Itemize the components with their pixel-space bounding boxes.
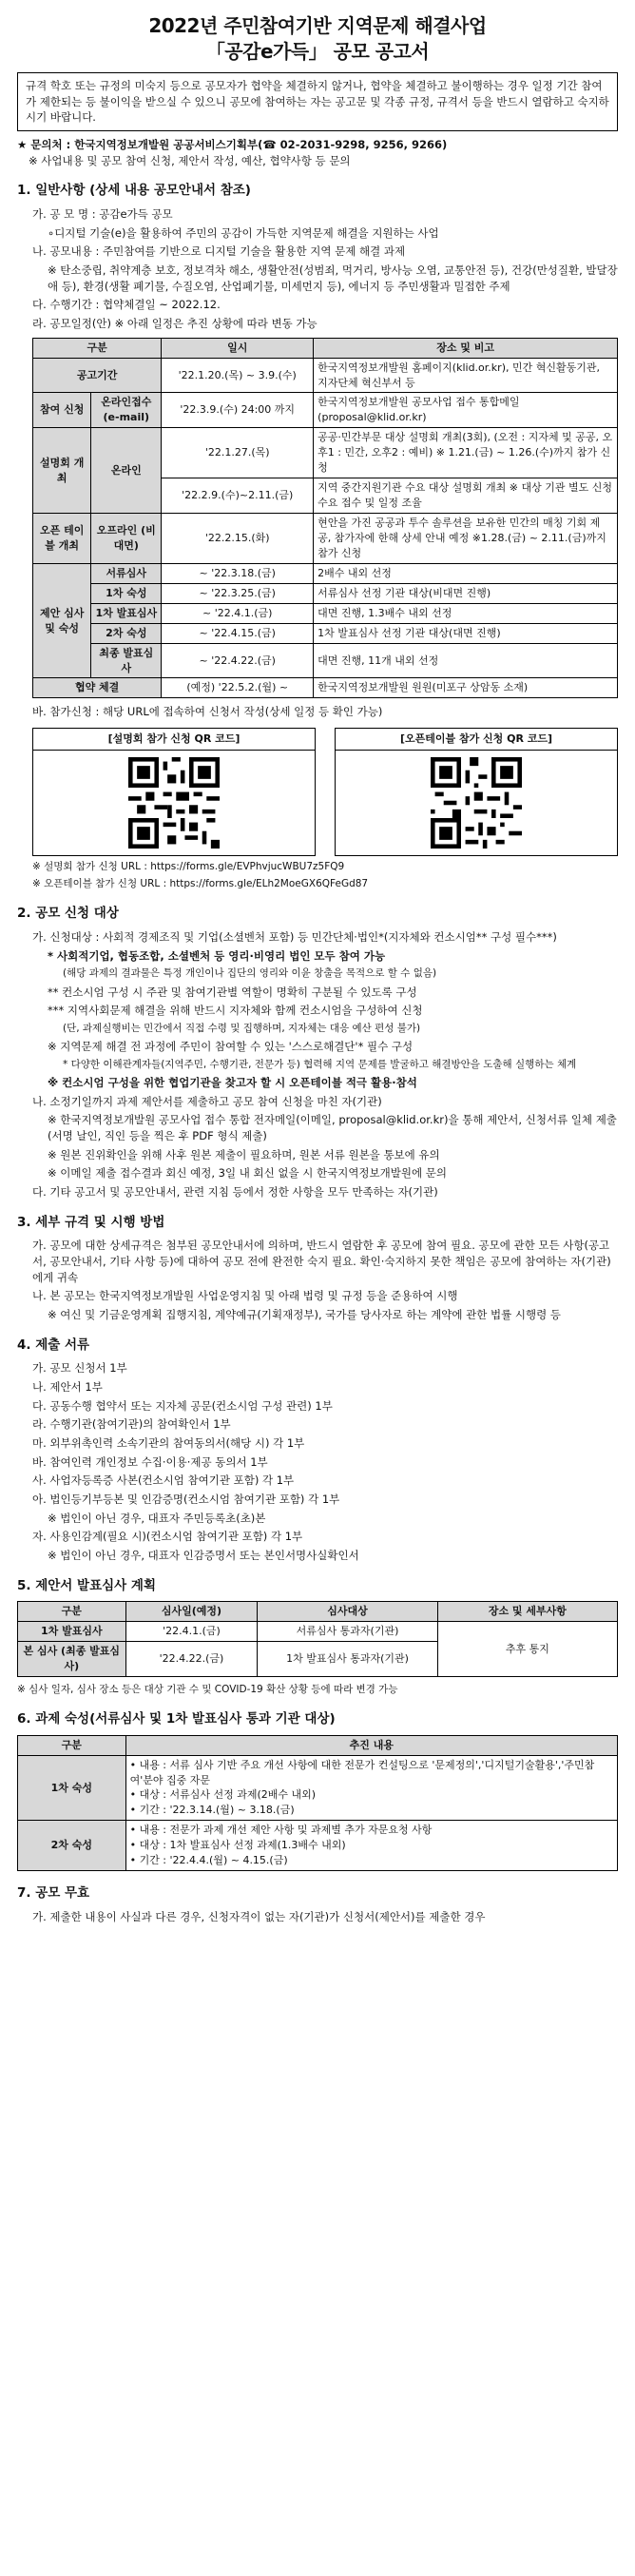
page-title — [17, 13, 618, 65]
table-header: 구분 — [18, 1602, 126, 1622]
table-row — [33, 393, 618, 428]
row-sublabel: 서류심사 — [91, 563, 162, 583]
row-sublabel: 최종 발표심사 — [91, 643, 162, 678]
table-row — [18, 1755, 618, 1821]
row-label: 협약 체결 — [33, 678, 162, 698]
contact-info — [17, 137, 618, 168]
contact-line: ★ 문의처 : 한국지역정보개발원 공공서비스기획부(☎ 02-2031-9298, 9256, 9266) — [17, 138, 448, 152]
table-header: 추진 내용 — [125, 1735, 617, 1755]
row-date: ~ '22.4.22.(금) — [162, 643, 314, 678]
table-row — [18, 1821, 618, 1871]
section-heading: 6. 과제 숙성(서류심사 및 1차 발표심사 통과 기관 대상) — [17, 1711, 336, 1727]
table-header: 심사일(예정) — [125, 1602, 258, 1622]
row-label: 본 심사 (최종 발표심사) — [18, 1642, 126, 1677]
item-name: 가. 공 모 명 : 공감e가득 공모 — [32, 206, 173, 221]
qr-briefing-image[interactable] — [33, 751, 315, 855]
row-note: 대면 진행, 1.3배수 내외 선정 — [314, 603, 618, 623]
row-note: 한국지역정보개발원 공모사업 접수 통합메일(proposal@klid.or.kr) — [314, 393, 618, 428]
row-note: 대면 진행, 11개 내외 선정 — [314, 643, 618, 678]
table-row — [33, 678, 618, 698]
url-briefing[interactable]: ※ 설명회 참가 신청 URL : https://forms.gle/EVPhvjucWBU7z5FQ9 — [32, 860, 345, 872]
list-item: 가. 공모 신청서 1부 — [32, 1361, 127, 1376]
row-date: ~ '22.4.15.(금) — [162, 623, 314, 643]
review-table — [17, 1601, 618, 1677]
section-eligibility — [17, 905, 618, 1200]
row-label: 1차 숙성 — [18, 1755, 126, 1821]
content-line: • 내용 : 서류 심사 기반 주요 개선 사항에 대한 전문가 컨설팅으로 '문제정의','디지털기술활용','주민참여'분야 집중 자문 — [129, 1758, 595, 1786]
row-sublabel: 온라인 — [91, 428, 162, 514]
row-note: 지역 중간지원기관 수요 대상 설명회 개최 ※ 대상 기관 별도 신청 수요 접수 및 일정 조율 — [314, 478, 618, 514]
item-other: 다. 기타 공고서 및 공모안내서, 관련 지침 등에서 정한 사항을 모두 만족하는 자(기관) — [32, 1185, 438, 1200]
table-row — [18, 1622, 618, 1642]
table-row — [33, 563, 618, 583]
row-target: 서류심사 통과자(기관) — [258, 1622, 437, 1642]
table-row — [33, 428, 618, 478]
row-target: 1차 발표심사 통과자(기관) — [258, 1642, 437, 1677]
list-item: 사. 사업자등록증 사본(컨소시엄 참여기관 포함) 각 1부 — [32, 1473, 295, 1488]
row-note: 현안을 가진 공공과 투수 솔루션을 보유한 민간의 매칭 기회 제공, 참가자에 한해 상세 안내 예정 ※1.28.(금) ~ 2.11.(금)까지 참가 신청 — [314, 514, 618, 564]
table-header: 심사대상 — [258, 1602, 437, 1622]
row-content — [125, 1755, 617, 1821]
section-heading: 5. 제안서 발표심사 계획 — [17, 1577, 156, 1593]
row-date: '22.1.20.(목) ~ 3.9.(수) — [162, 358, 314, 393]
note: ※ 법인이 아닌 경우, 대표자 주민등록초(초)본 — [48, 1511, 266, 1525]
note: ※ 컨소시엄 구성을 위한 협업기관을 찾고자 할 시 오픈테이블 적극 활용·참석 — [48, 1076, 417, 1089]
row-label: 1차 발표심사 — [18, 1622, 126, 1642]
content-line: • 내용 : 전문가 과제 개선 제안 사항 및 과제별 추가 자문요청 사항 — [129, 1824, 433, 1837]
row-note: 1차 발표심사 선정 기관 대상(대면 진행) — [314, 623, 618, 643]
qr-briefing — [32, 728, 316, 856]
item-schedule: 라. 공모일정(안) ※ 아래 일정은 추진 상황에 따라 변동 가능 — [32, 316, 318, 330]
row-label: 설명회 개최 — [33, 428, 91, 514]
row-date: ~ '22.3.25.(금) — [162, 583, 314, 603]
title-line-2: 「공감e가득」 공모 공고서 — [205, 40, 430, 63]
section-heading: 2. 공모 신청 대상 — [17, 906, 119, 922]
table-row — [33, 643, 618, 678]
content-line: • 대상 : 1차 발표심사 선정 과제(1.3배수 내외) — [129, 1839, 346, 1852]
section-heading: 7. 공모 무효 — [17, 1885, 90, 1902]
note: * 다양한 이해관계자들(지역주민, 수행기관, 전문가 등) 협력해 지역 문제를 발굴하고 해결방안을 도출해 실행하는 체계 — [63, 1058, 577, 1070]
row-sublabel: 오프라인 (비대면) — [91, 514, 162, 564]
list-item: 다. 공동수행 협약서 또는 지자체 공문(컨소시엄 구성 관련) 1부 — [32, 1398, 333, 1413]
row-note: 한국지역정보개발원 홈페이지(klid.or.kr), 민간 혁신활동기관, 지자단체 혁신부서 등 — [314, 358, 618, 393]
note: ** 컨소시엄 구성 시 주관 및 참여기관별 역할이 명확히 구분될 수 있도록 구성 — [48, 985, 417, 999]
review-table-wrap — [17, 1601, 618, 1677]
note: ※ 한국지역정보개발원 공모사업 접수 통합 전자메일(이메일, proposal@klid.or.kr)을 통해 제안서, 신청서류 일체 제출(서명 날인, 직인 등을 찍은 후 PDF 형식 제출) — [48, 1113, 617, 1143]
item-content-topics: ※ 탄소중립, 취약계층 보호, 정보격차 해소, 생활안전(성범죄, 먹거리, 방사능 오염, 교통안전 등), 건강(만성질환, 발달장애 등), 환경(생활 폐기물, 수질오염, 산업폐기물, 미세먼지 등), 에너지 등 주민생활과 밀접한 주제 — [48, 263, 618, 293]
section-incubation — [17, 1710, 618, 1871]
row-note: 공공·민간부문 대상 설명회 개최(3회), (오전 : 지자체 및 공공, 오후1 : 민간, 오후2 : 예비) ※ 1.21.(금) ~ 1.26.(수)까지 참가 신청 — [314, 428, 618, 478]
section-invalid — [17, 1884, 618, 1924]
list-item: 나. 제안서 1부 — [32, 1379, 103, 1394]
table-header: 일시 — [162, 338, 314, 358]
row-date: '22.4.22.(금) — [125, 1642, 258, 1677]
content-line: • 기간 : '22.4.4.(월) ~ 4.15.(금) — [129, 1854, 288, 1867]
table-row — [33, 358, 618, 393]
note: ※ 원본 진위확인을 위해 사후 원본 제출이 필요하며, 원본 서류 원본을 통보에 유의 — [48, 1147, 440, 1161]
note: ※ 법인이 아닌 경우, 대표자 인감증명서 또는 본인서명사실확인서 — [48, 1548, 359, 1562]
qr-code-area — [17, 728, 618, 856]
row-label: 오픈 테이블 개최 — [33, 514, 91, 564]
row-note: 2배수 내외 선정 — [314, 563, 618, 583]
row-sublabel: 1차 숙성 — [91, 583, 162, 603]
table-row — [33, 603, 618, 623]
table-header: 구분 — [33, 338, 162, 358]
row-date: ~ '22.3.18.(금) — [162, 563, 314, 583]
schedule-table — [32, 338, 618, 699]
section-documents — [17, 1337, 618, 1564]
row-date: (예정) '22.5.2.(월) ~ — [162, 678, 314, 698]
incubation-table-wrap — [17, 1735, 618, 1872]
item-invalid: 가. 제출한 내용이 사실과 다른 경우, 신청자격이 없는 자(기관)가 신청서(제안서)를 제출한 경우 — [32, 1909, 486, 1923]
intro-notice-box: 규격 학호 또는 규정의 미숙지 등으로 공모자가 협약을 체결하지 않거나, 협약을 체결하고 불이행하는 경우 일정 기간 참여가 제한되는 등 불이익을 받으실 수 있으니 공모에 참여하는 자는 공고문 및 각종 규정, 규격서 등을 반드시 열람하고 숙지하시기 바랍니다. — [17, 72, 618, 131]
row-date: '22.3.9.(수) 24:00 까지 — [162, 393, 314, 428]
title-line-1: 2022년 주민참여기반 지역문제 해결사업 — [148, 14, 487, 37]
row-date: '22.2.9.(수)~2.11.(금) — [162, 478, 314, 514]
list-item: 자. 사용인감계(필요 시)(컨소시엄 참여기관 포함) 각 1부 — [32, 1530, 303, 1544]
item-apply: 바. 참가신청 : 해당 URL에 접속하여 신청서 작성(상세 일정 등 확인 가능) — [32, 705, 383, 719]
table-header: 구분 — [18, 1735, 126, 1755]
announcement-page — [17, 0, 618, 1924]
row-date: ~ '22.4.1.(금) — [162, 603, 314, 623]
qr-opentable-title: [오픈테이블 참가 신청 QR 코드] — [336, 729, 617, 751]
row-date: '22.4.1.(금) — [125, 1622, 258, 1642]
list-item: 아. 법인등기부등본 및 인감증명(컨소시엄 참여기관 포함) 각 1부 — [32, 1492, 340, 1506]
section-specs — [17, 1214, 618, 1323]
row-label: 제안 심사 및 숙성 — [33, 563, 91, 678]
row-label: 참여 신청 — [33, 393, 91, 428]
row-date: '22.1.27.(목) — [162, 428, 314, 478]
row-label: 2차 숙성 — [18, 1821, 126, 1871]
note: ※ 이메일 제출 접수결과 회신 예정, 3일 내 회신 없을 시 한국지역정보개발원에 문의 — [48, 1166, 447, 1181]
section-review-plan — [17, 1577, 618, 1698]
row-note: 서류심사 선정 기관 대상(비대면 진행) — [314, 583, 618, 603]
table-row — [33, 514, 618, 564]
item-content: 나. 공모내용 : 주민참여를 기반으로 디지털 기술을 활용한 지역 문제 해결 과제 — [32, 244, 406, 259]
schedule-table-wrap — [17, 338, 618, 699]
table-row — [33, 583, 618, 603]
content-line: • 대상 : 서류심사 선정 과제(2배수 내외) — [129, 1788, 317, 1802]
section-heading: 4. 제출 서류 — [17, 1337, 90, 1353]
row-content — [125, 1821, 617, 1871]
item-specs: 가. 공모에 대한 상세규격은 첨부된 공모안내서에 의하며, 반드시 열람한 후 공모에 참여 필요. 공모에 관한 모든 사항(공고서, 공모안내서, 기타 사항 등)에 대하여 공모 전에 완전한 숙지 필요. 확인·숙지하지 못한 책임은 공모에 참여하는 자(기관)에게 귀속 — [32, 1239, 611, 1284]
note: ※ 심사 일자, 심사 장소 등은 대상 기관 수 및 COVID-19 확산 상황 등에 따라 변경 가능 — [17, 1683, 398, 1695]
note: (해당 과제의 결과물은 특정 개인이나 집단의 영리와 이윤 창출을 목적으로 할 수 없음) — [63, 967, 437, 980]
item-submit: 나. 소정기일까지 과제 제안서를 제출하고 공모 참여 신청을 마친 자(기관) — [32, 1094, 382, 1108]
url-opentable[interactable]: ※ 오픈테이블 참가 신청 URL : https://forms.gle/ELh2MoeGX6QFeGd87 — [32, 878, 369, 890]
item-rules: 나. 본 공모는 한국지역정보개발원 사업운영지침 및 아래 법령 및 규정 등을 준용하여 시행 — [32, 1289, 458, 1303]
row-note: 한국지역정보개발원 원원(미포구 상암동 소재) — [314, 678, 618, 698]
qr-opentable — [335, 728, 618, 856]
row-sublabel: 2차 숙성 — [91, 623, 162, 643]
row-sublabel: 온라인접수 (e-mail) — [91, 393, 162, 428]
item-target: 가. 신청대상 : 사회적 경제조직 및 기업(소셜벤처 포함) 등 민간단체·법인*(지자체와 컨소시엄** 구성 필수***) — [32, 929, 557, 944]
content-line: • 기간 : '22.3.14.(월) ~ 3.18.(금) — [129, 1804, 295, 1817]
note: ※ 지역문제 해결 전 과정에 주민이 참여할 수 있는 '스스로해결단'* 필수 구성 — [48, 1040, 414, 1054]
note: ※ 여신 및 기금운영계획 집행지침, 계약예규(기획재정부), 국가를 당사자로 하는 계약에 관한 법률 시행령 등 — [48, 1307, 562, 1321]
row-place: 추후 통지 — [437, 1622, 617, 1677]
contact-note: ※ 사업내용 및 공모 참여 신청, 제안서 작성, 예산, 협약사항 등 문의 — [29, 153, 351, 167]
row-sublabel: 1차 발표심사 — [91, 603, 162, 623]
qr-opentable-image[interactable] — [336, 751, 617, 855]
section-heading: 1. 일반사항 (상세 내용 공모안내서 참조) — [17, 183, 251, 199]
qr-briefing-title: [설명회 참가 신청 QR 코드] — [33, 729, 315, 751]
list-item: 마. 외부위촉인력 소속기관의 참여동의서(해당 시) 각 1부 — [32, 1435, 305, 1450]
row-label: 공고기간 — [33, 358, 162, 393]
note: *** 지역사회문제 해결을 위해 반드시 지자체와 함께 컨소시엄을 구성하여 신청 — [48, 1004, 423, 1018]
row-date: '22.2.15.(화) — [162, 514, 314, 564]
section-heading: 3. 세부 규격 및 시행 방법 — [17, 1214, 165, 1230]
item-name-sub: ∘디지털 기술(e)을 활용하여 주민의 공감이 가득한 지역문제 해결을 지원하는 사업 — [48, 225, 439, 240]
incubation-table — [17, 1735, 618, 1872]
qr-code-icon — [128, 757, 220, 849]
note: * 사회적기업, 협동조합, 소셜벤처 등 영리·비영리 법인 모두 참여 가능 — [48, 948, 386, 963]
qr-code-icon — [431, 757, 522, 849]
item-period: 다. 수행기간 : 협약체결일 ~ 2022.12. — [32, 298, 221, 312]
list-item: 라. 수행기관(참여기관)의 참여확인서 1부 — [32, 1417, 231, 1432]
section-general — [17, 182, 618, 891]
list-item: 바. 참여인력 개인정보 수집·이용·제공 동의서 1부 — [32, 1454, 268, 1469]
table-header: 장소 및 세부사항 — [437, 1602, 617, 1622]
note: (단, 과제실행비는 민간에서 직접 수령 및 집행하며, 지자체는 대응 예산 편성 불가) — [63, 1022, 421, 1034]
table-row — [33, 623, 618, 643]
table-header: 장소 및 비고 — [314, 338, 618, 358]
